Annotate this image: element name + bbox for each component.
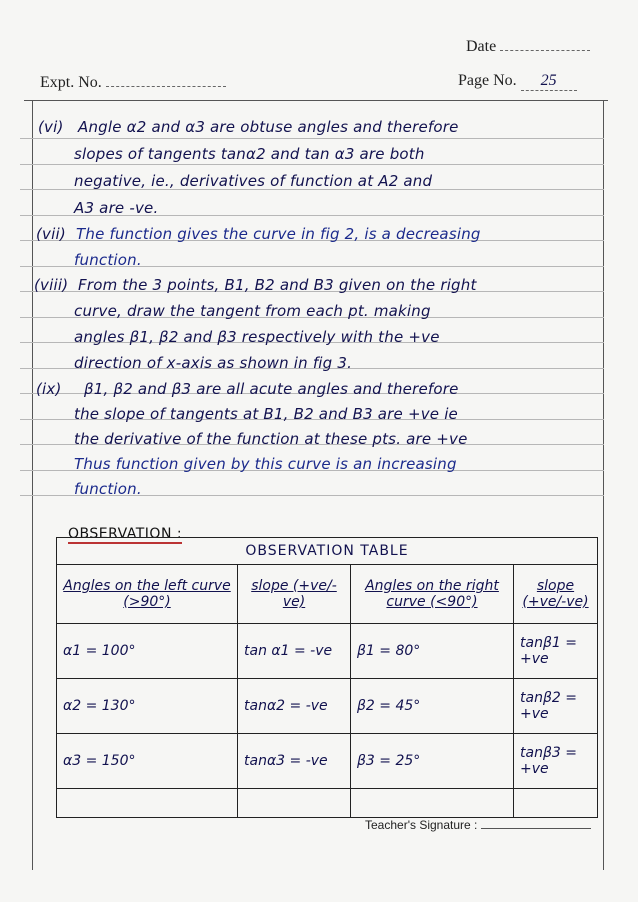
cell-alpha1: α1 = 100° xyxy=(57,624,238,679)
para-viii-line2: curve, draw the tangent from each pt. making xyxy=(74,302,431,320)
para-ix-line2: the slope of tangents at B1, B2 and B3 are +ve ie xyxy=(74,405,458,423)
cell-alpha2: α2 = 130° xyxy=(57,679,238,734)
observation-heading: OBSERVATION : xyxy=(68,526,183,542)
empty-cell xyxy=(57,789,238,818)
cell-beta2: β2 = 45° xyxy=(351,679,514,734)
ruled-line xyxy=(20,164,604,165)
para-ix-marker: (ix) xyxy=(36,380,62,398)
para-ix-line3: the derivative of the function at these pts. are +ve xyxy=(74,430,468,448)
table-row xyxy=(57,624,598,679)
para-vi-line2: slopes of tangents tanα2 and tan α3 are both xyxy=(74,145,425,163)
cell-tan-beta3: tanβ3 = +ve xyxy=(514,734,598,789)
signature-label: Teacher's Signature : xyxy=(365,818,478,832)
empty-cell xyxy=(238,789,351,818)
expt-no-label: Expt. No. xyxy=(40,74,102,91)
table-row xyxy=(57,679,598,734)
date-blank xyxy=(500,36,590,51)
para-vii-line1: The function gives the curve in fig 2, is a decreasing xyxy=(76,225,481,243)
date-label: Date xyxy=(466,38,497,55)
para-ix-line4: Thus function given by this curve is an increasing xyxy=(74,455,457,473)
observation-table xyxy=(56,537,598,818)
cell-beta1: β1 = 80° xyxy=(351,624,514,679)
para-viii-line1: From the 3 points, B1, B2 and B3 given on the right xyxy=(78,276,477,294)
cell-tan-alpha1: tan α1 = -ve xyxy=(238,624,351,679)
expt-no-field xyxy=(40,72,226,92)
cell-tan-alpha3: tanα3 = -ve xyxy=(238,734,351,789)
top-rule xyxy=(24,100,608,101)
empty-cell xyxy=(514,789,598,818)
para-vi-line1: Angle α2 and α3 are obtuse angles and therefore xyxy=(78,118,459,136)
col-header-left-slope: slope (+ve/-ve) xyxy=(238,565,351,624)
para-ix-line1: β1, β2 and β3 are all acute angles and therefore xyxy=(84,380,459,398)
signature-line xyxy=(481,828,591,829)
col-header-left-angles: Angles on the left curve (>90°) xyxy=(57,565,238,624)
para-vii-marker: (vii) xyxy=(36,225,66,243)
col-header-right-slope: slope (+ve/-ve) xyxy=(514,565,598,624)
empty-cell xyxy=(351,789,514,818)
page-no-value: 25 xyxy=(521,72,577,91)
para-vi-line3: negative, ie., derivatives of function at A2 and xyxy=(74,172,433,190)
para-vi-line4: A3 are -ve. xyxy=(74,199,159,217)
para-vii-line2: function. xyxy=(74,251,142,269)
date-field xyxy=(466,36,590,56)
table-row xyxy=(57,734,598,789)
para-vi-marker: (vi) xyxy=(38,118,64,136)
col-header-right-angles: Angles on the right curve (<90°) xyxy=(351,565,514,624)
page-no-field xyxy=(458,72,577,91)
cell-alpha3: α3 = 150° xyxy=(57,734,238,789)
para-viii-line4: direction of x-axis as shown in fig 3. xyxy=(74,354,353,372)
cell-beta3: β3 = 25° xyxy=(351,734,514,789)
para-ix-line5: function. xyxy=(74,480,142,498)
teacher-signature xyxy=(365,818,591,832)
cell-tan-alpha2: tanα2 = -ve xyxy=(238,679,351,734)
para-viii-marker: (viii) xyxy=(34,276,69,294)
para-viii-line3: angles β1, β2 and β3 respectively with the +ve xyxy=(74,328,440,346)
ruled-line xyxy=(20,138,604,139)
table-title: OBSERVATION TABLE xyxy=(57,538,598,565)
page-no-label: Page No. xyxy=(458,72,517,89)
cell-tan-beta1: tanβ1 = +ve xyxy=(514,624,598,679)
expt-no-blank xyxy=(106,72,226,87)
cell-tan-beta2: tanβ2 = +ve xyxy=(514,679,598,734)
